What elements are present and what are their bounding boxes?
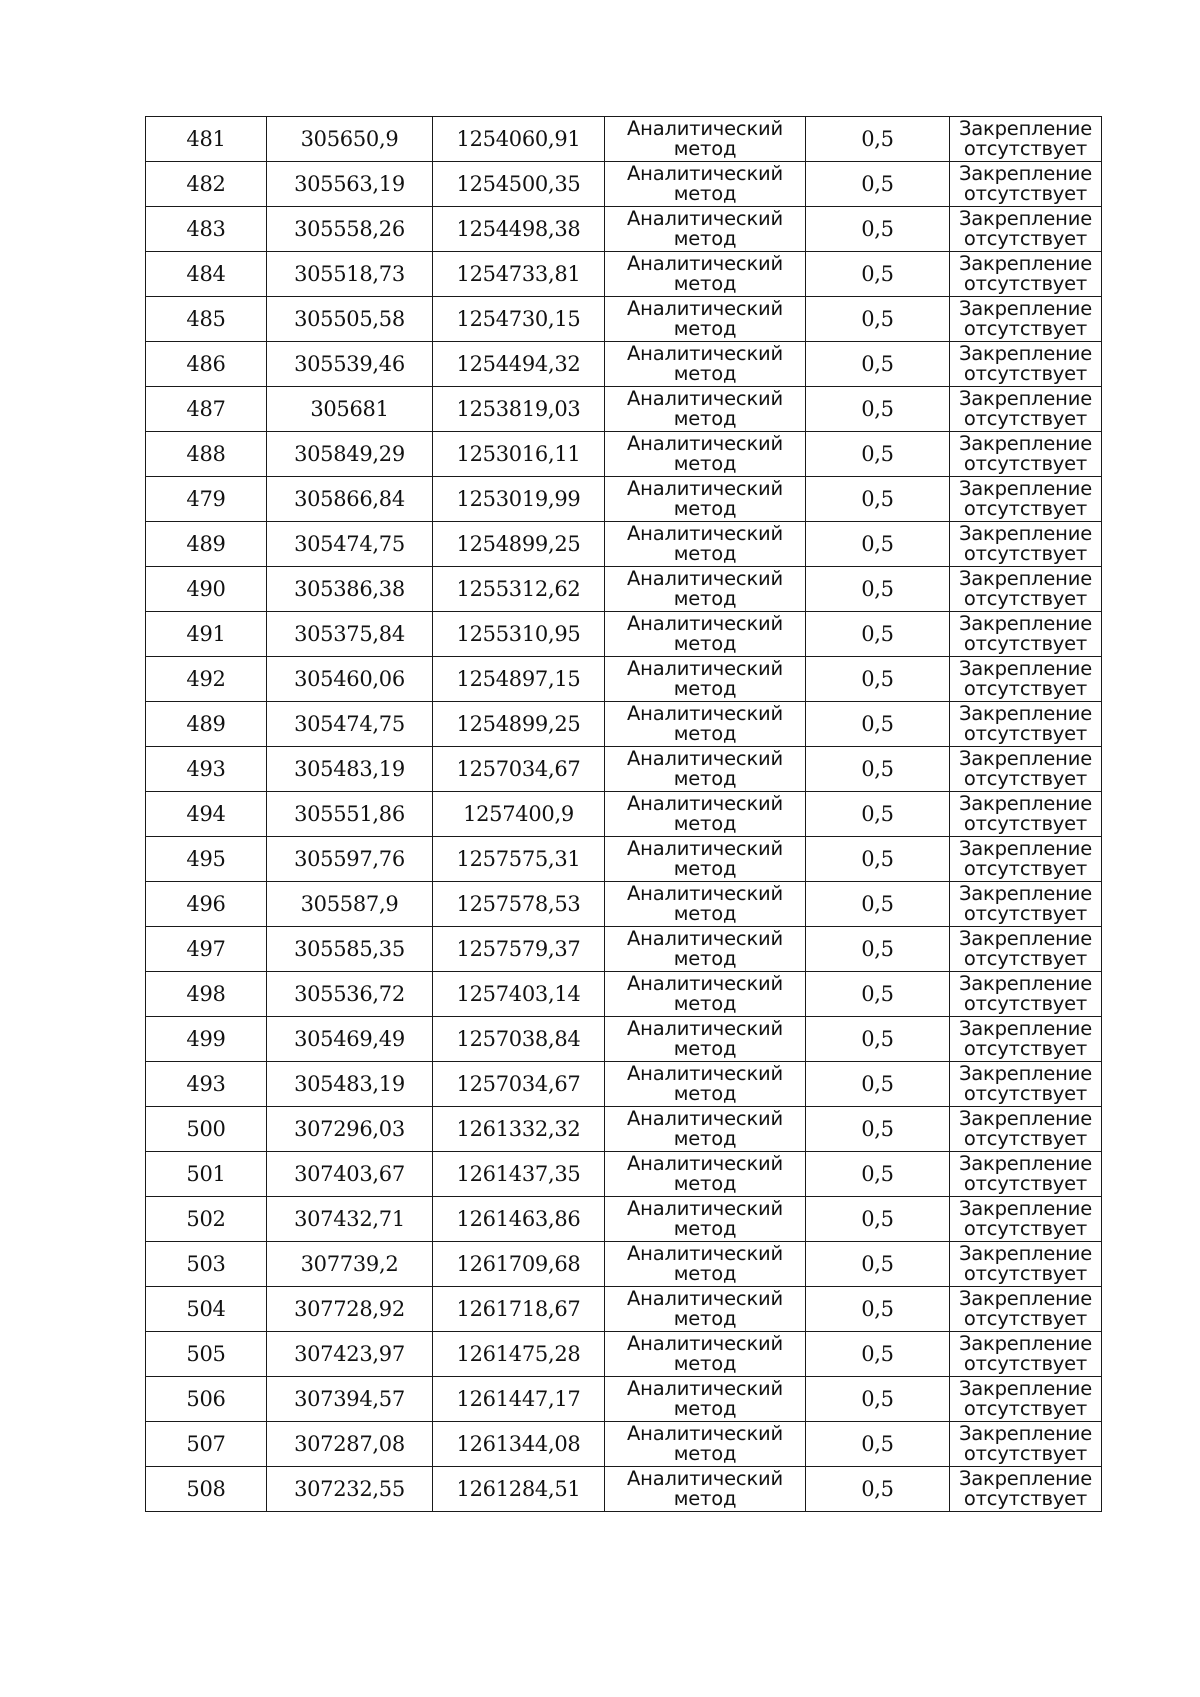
- method-cell-text: Аналитический метод: [627, 432, 783, 475]
- table-row: [146, 882, 1102, 927]
- accuracy-cell: 0,5: [806, 972, 950, 1017]
- point-number-cell: 503: [146, 1242, 267, 1287]
- method-cell: [605, 522, 806, 567]
- x-coordinate-cell: 305386,38: [267, 567, 433, 612]
- x-coordinate-cell: 307232,55: [267, 1467, 433, 1512]
- accuracy-cell: 0,5: [806, 1107, 950, 1152]
- fixation-cell: [950, 162, 1102, 207]
- fixation-cell-text: Закрепление отсутствует: [958, 702, 1093, 745]
- point-number-cell: 497: [146, 927, 267, 972]
- method-cell: [605, 1422, 806, 1467]
- fixation-cell-text: Закрепление отсутствует: [958, 522, 1093, 565]
- accuracy-cell: 0,5: [806, 702, 950, 747]
- accuracy-cell: 0,5: [806, 927, 950, 972]
- y-coordinate-cell: 1254733,81: [433, 252, 605, 297]
- y-coordinate-cell: 1254897,15: [433, 657, 605, 702]
- y-coordinate-cell: 1253819,03: [433, 387, 605, 432]
- fixation-cell-text: Закрепление отсутствует: [958, 387, 1093, 430]
- y-coordinate-cell: 1257575,31: [433, 837, 605, 882]
- y-coordinate-cell: 1257034,67: [433, 1062, 605, 1107]
- fixation-cell: [950, 1197, 1102, 1242]
- table-row: [146, 702, 1102, 747]
- point-number-cell: 506: [146, 1377, 267, 1422]
- accuracy-cell: 0,5: [806, 882, 950, 927]
- method-cell: [605, 117, 806, 162]
- fixation-cell: [950, 522, 1102, 567]
- fixation-cell: [950, 252, 1102, 297]
- table-row: [146, 837, 1102, 882]
- table-row: [146, 1242, 1102, 1287]
- accuracy-cell: 0,5: [806, 612, 950, 657]
- method-cell: [605, 792, 806, 837]
- method-cell-text: Аналитический метод: [627, 972, 783, 1015]
- x-coordinate-cell: 305587,9: [267, 882, 433, 927]
- y-coordinate-cell: 1257400,9: [433, 792, 605, 837]
- table-row: [146, 1422, 1102, 1467]
- fixation-cell-text: Закрепление отсутствует: [958, 1152, 1093, 1195]
- fixation-cell: [950, 927, 1102, 972]
- fixation-cell: [950, 1017, 1102, 1062]
- accuracy-cell: 0,5: [806, 1197, 950, 1242]
- accuracy-cell: 0,5: [806, 1062, 950, 1107]
- accuracy-cell: 0,5: [806, 837, 950, 882]
- y-coordinate-cell: 1261437,35: [433, 1152, 605, 1197]
- point-number-cell: 487: [146, 387, 267, 432]
- y-coordinate-cell: 1254498,38: [433, 207, 605, 252]
- method-cell-text: Аналитический метод: [627, 207, 783, 250]
- point-number-cell: 491: [146, 612, 267, 657]
- fixation-cell-text: Закрепление отсутствует: [958, 882, 1093, 925]
- x-coordinate-cell: 305585,35: [267, 927, 433, 972]
- point-number-cell: 502: [146, 1197, 267, 1242]
- table-row: [146, 1152, 1102, 1197]
- x-coordinate-cell: 305483,19: [267, 747, 433, 792]
- accuracy-cell: 0,5: [806, 387, 950, 432]
- y-coordinate-cell: 1261475,28: [433, 1332, 605, 1377]
- point-number-cell: 505: [146, 1332, 267, 1377]
- method-cell: [605, 477, 806, 522]
- point-number-cell: 481: [146, 117, 267, 162]
- x-coordinate-cell: 305474,75: [267, 702, 433, 747]
- y-coordinate-cell: 1257578,53: [433, 882, 605, 927]
- table-row: [146, 792, 1102, 837]
- accuracy-cell: 0,5: [806, 1017, 950, 1062]
- y-coordinate-cell: 1255312,62: [433, 567, 605, 612]
- table-row: [146, 972, 1102, 1017]
- point-number-cell: 483: [146, 207, 267, 252]
- fixation-cell: [950, 1467, 1102, 1512]
- table-row: [146, 252, 1102, 297]
- point-number-cell: 488: [146, 432, 267, 477]
- method-cell-text: Аналитический метод: [627, 1422, 783, 1465]
- coordinates-table-body: [146, 117, 1102, 1512]
- accuracy-cell: 0,5: [806, 1287, 950, 1332]
- method-cell: [605, 1377, 806, 1422]
- y-coordinate-cell: 1257038,84: [433, 1017, 605, 1062]
- point-number-cell: 492: [146, 657, 267, 702]
- fixation-cell-text: Закрепление отсутствует: [958, 792, 1093, 835]
- method-cell-text: Аналитический метод: [627, 882, 783, 925]
- method-cell-text: Аналитический метод: [627, 1287, 783, 1330]
- method-cell-text: Аналитический метод: [627, 477, 783, 520]
- y-coordinate-cell: 1254500,35: [433, 162, 605, 207]
- fixation-cell: [950, 702, 1102, 747]
- fixation-cell: [950, 567, 1102, 612]
- fixation-cell-text: Закрепление отсутствует: [958, 1242, 1093, 1285]
- x-coordinate-cell: 307432,71: [267, 1197, 433, 1242]
- table-row: [146, 1197, 1102, 1242]
- accuracy-cell: 0,5: [806, 1467, 950, 1512]
- x-coordinate-cell: 305536,72: [267, 972, 433, 1017]
- method-cell: [605, 1197, 806, 1242]
- accuracy-cell: 0,5: [806, 747, 950, 792]
- table-row: [146, 927, 1102, 972]
- method-cell: [605, 837, 806, 882]
- y-coordinate-cell: 1257034,67: [433, 747, 605, 792]
- method-cell-text: Аналитический метод: [627, 1332, 783, 1375]
- fixation-cell-text: Закрепление отсутствует: [958, 1377, 1093, 1420]
- x-coordinate-cell: 305539,46: [267, 342, 433, 387]
- x-coordinate-cell: 305650,9: [267, 117, 433, 162]
- method-cell-text: Аналитический метод: [627, 567, 783, 610]
- y-coordinate-cell: 1255310,95: [433, 612, 605, 657]
- method-cell: [605, 342, 806, 387]
- fixation-cell: [950, 612, 1102, 657]
- method-cell: [605, 657, 806, 702]
- accuracy-cell: 0,5: [806, 1332, 950, 1377]
- method-cell: [605, 747, 806, 792]
- x-coordinate-cell: 307728,92: [267, 1287, 433, 1332]
- table-row: [146, 747, 1102, 792]
- table-row: [146, 342, 1102, 387]
- fixation-cell-text: Закрепление отсутствует: [958, 252, 1093, 295]
- fixation-cell-text: Закрепление отсутствует: [958, 1287, 1093, 1330]
- accuracy-cell: 0,5: [806, 252, 950, 297]
- method-cell-text: Аналитический метод: [627, 297, 783, 340]
- fixation-cell-text: Закрепление отсутствует: [958, 432, 1093, 475]
- point-number-cell: 498: [146, 972, 267, 1017]
- table-row: [146, 387, 1102, 432]
- table-row: [146, 162, 1102, 207]
- point-number-cell: 504: [146, 1287, 267, 1332]
- table-row: [146, 522, 1102, 567]
- point-number-cell: 496: [146, 882, 267, 927]
- method-cell-text: Аналитический метод: [627, 1017, 783, 1060]
- method-cell: [605, 1062, 806, 1107]
- table-row: [146, 567, 1102, 612]
- method-cell: [605, 1287, 806, 1332]
- method-cell-text: Аналитический метод: [627, 1467, 783, 1510]
- fixation-cell: [950, 657, 1102, 702]
- fixation-cell-text: Закрепление отсутствует: [958, 1467, 1093, 1510]
- table-row: [146, 1017, 1102, 1062]
- fixation-cell-text: Закрепление отсутствует: [958, 1107, 1093, 1150]
- y-coordinate-cell: 1254060,91: [433, 117, 605, 162]
- point-number-cell: 499: [146, 1017, 267, 1062]
- fixation-cell-text: Закрепление отсутствует: [958, 657, 1093, 700]
- point-number-cell: 482: [146, 162, 267, 207]
- fixation-cell: [950, 342, 1102, 387]
- y-coordinate-cell: 1261284,51: [433, 1467, 605, 1512]
- method-cell-text: Аналитический метод: [627, 837, 783, 880]
- method-cell: [605, 387, 806, 432]
- accuracy-cell: 0,5: [806, 162, 950, 207]
- y-coordinate-cell: 1257403,14: [433, 972, 605, 1017]
- x-coordinate-cell: 307394,57: [267, 1377, 433, 1422]
- fixation-cell: [950, 1242, 1102, 1287]
- x-coordinate-cell: 307287,08: [267, 1422, 433, 1467]
- coordinates-table: [145, 116, 1102, 1512]
- method-cell: [605, 432, 806, 477]
- table-row: [146, 1467, 1102, 1512]
- accuracy-cell: 0,5: [806, 1152, 950, 1197]
- x-coordinate-cell: 305375,84: [267, 612, 433, 657]
- fixation-cell: [950, 1422, 1102, 1467]
- table-row: [146, 477, 1102, 522]
- table-row: [146, 207, 1102, 252]
- method-cell: [605, 252, 806, 297]
- fixation-cell-text: Закрепление отсутствует: [958, 747, 1093, 790]
- y-coordinate-cell: 1261718,67: [433, 1287, 605, 1332]
- fixation-cell: [950, 972, 1102, 1017]
- point-number-cell: 508: [146, 1467, 267, 1512]
- fixation-cell-text: Закрепление отсутствует: [958, 117, 1093, 160]
- x-coordinate-cell: 305469,49: [267, 1017, 433, 1062]
- accuracy-cell: 0,5: [806, 567, 950, 612]
- method-cell: [605, 1107, 806, 1152]
- table-row: [146, 1287, 1102, 1332]
- fixation-cell: [950, 297, 1102, 342]
- method-cell: [605, 207, 806, 252]
- fixation-cell-text: Закрепление отсутствует: [958, 342, 1093, 385]
- table-row: [146, 1107, 1102, 1152]
- fixation-cell: [950, 1287, 1102, 1332]
- fixation-cell: [950, 387, 1102, 432]
- method-cell-text: Аналитический метод: [627, 252, 783, 295]
- method-cell-text: Аналитический метод: [627, 612, 783, 655]
- method-cell-text: Аналитический метод: [627, 162, 783, 205]
- x-coordinate-cell: 307739,2: [267, 1242, 433, 1287]
- table-row: [146, 432, 1102, 477]
- fixation-cell: [950, 117, 1102, 162]
- method-cell-text: Аналитический метод: [627, 1107, 783, 1150]
- accuracy-cell: 0,5: [806, 1242, 950, 1287]
- point-number-cell: 507: [146, 1422, 267, 1467]
- y-coordinate-cell: 1254730,15: [433, 297, 605, 342]
- point-number-cell: 479: [146, 477, 267, 522]
- y-coordinate-cell: 1261463,86: [433, 1197, 605, 1242]
- accuracy-cell: 0,5: [806, 1422, 950, 1467]
- point-number-cell: 485: [146, 297, 267, 342]
- x-coordinate-cell: 305518,73: [267, 252, 433, 297]
- fixation-cell-text: Закрепление отсутствует: [958, 612, 1093, 655]
- method-cell-text: Аналитический метод: [627, 1377, 783, 1420]
- method-cell: [605, 567, 806, 612]
- fixation-cell-text: Закрепление отсутствует: [958, 1422, 1093, 1465]
- accuracy-cell: 0,5: [806, 297, 950, 342]
- fixation-cell-text: Закрепление отсутствует: [958, 477, 1093, 520]
- y-coordinate-cell: 1254899,25: [433, 702, 605, 747]
- accuracy-cell: 0,5: [806, 117, 950, 162]
- fixation-cell-text: Закрепление отсутствует: [958, 972, 1093, 1015]
- fixation-cell: [950, 1152, 1102, 1197]
- fixation-cell: [950, 837, 1102, 882]
- fixation-cell-text: Закрепление отсутствует: [958, 1197, 1093, 1240]
- fixation-cell: [950, 432, 1102, 477]
- y-coordinate-cell: 1253016,11: [433, 432, 605, 477]
- method-cell: [605, 1017, 806, 1062]
- x-coordinate-cell: 305849,29: [267, 432, 433, 477]
- method-cell: [605, 1152, 806, 1197]
- method-cell: [605, 1467, 806, 1512]
- table-row: [146, 612, 1102, 657]
- method-cell: [605, 1242, 806, 1287]
- method-cell-text: Аналитический метод: [627, 657, 783, 700]
- method-cell: [605, 927, 806, 972]
- x-coordinate-cell: 305460,06: [267, 657, 433, 702]
- y-coordinate-cell: 1254494,32: [433, 342, 605, 387]
- fixation-cell: [950, 882, 1102, 927]
- fixation-cell: [950, 477, 1102, 522]
- fixation-cell-text: Закрепление отсутствует: [958, 207, 1093, 250]
- fixation-cell: [950, 792, 1102, 837]
- method-cell-text: Аналитический метод: [627, 387, 783, 430]
- x-coordinate-cell: 305558,26: [267, 207, 433, 252]
- fixation-cell-text: Закрепление отсутствует: [958, 927, 1093, 970]
- y-coordinate-cell: 1261344,08: [433, 1422, 605, 1467]
- fixation-cell: [950, 747, 1102, 792]
- accuracy-cell: 0,5: [806, 522, 950, 567]
- method-cell: [605, 882, 806, 927]
- method-cell: [605, 702, 806, 747]
- fixation-cell: [950, 1332, 1102, 1377]
- method-cell: [605, 162, 806, 207]
- fixation-cell-text: Закрепление отсутствует: [958, 1062, 1093, 1105]
- x-coordinate-cell: 305681: [267, 387, 433, 432]
- method-cell-text: Аналитический метод: [627, 522, 783, 565]
- accuracy-cell: 0,5: [806, 657, 950, 702]
- fixation-cell: [950, 1062, 1102, 1107]
- y-coordinate-cell: 1257579,37: [433, 927, 605, 972]
- point-number-cell: 489: [146, 702, 267, 747]
- fixation-cell-text: Закрепление отсутствует: [958, 297, 1093, 340]
- point-number-cell: 490: [146, 567, 267, 612]
- table-row: [146, 1332, 1102, 1377]
- y-coordinate-cell: 1261447,17: [433, 1377, 605, 1422]
- x-coordinate-cell: 307423,97: [267, 1332, 433, 1377]
- method-cell: [605, 297, 806, 342]
- point-number-cell: 493: [146, 747, 267, 792]
- fixation-cell: [950, 207, 1102, 252]
- table-row: [146, 657, 1102, 702]
- x-coordinate-cell: 305474,75: [267, 522, 433, 567]
- y-coordinate-cell: 1253019,99: [433, 477, 605, 522]
- x-coordinate-cell: 305866,84: [267, 477, 433, 522]
- accuracy-cell: 0,5: [806, 792, 950, 837]
- fixation-cell-text: Закрепление отсутствует: [958, 1017, 1093, 1060]
- y-coordinate-cell: 1254899,25: [433, 522, 605, 567]
- x-coordinate-cell: 307296,03: [267, 1107, 433, 1152]
- point-number-cell: 493: [146, 1062, 267, 1107]
- method-cell: [605, 1332, 806, 1377]
- y-coordinate-cell: 1261332,32: [433, 1107, 605, 1152]
- method-cell-text: Аналитический метод: [627, 342, 783, 385]
- point-number-cell: 494: [146, 792, 267, 837]
- method-cell-text: Аналитический метод: [627, 1242, 783, 1285]
- x-coordinate-cell: 305563,19: [267, 162, 433, 207]
- point-number-cell: 495: [146, 837, 267, 882]
- y-coordinate-cell: 1261709,68: [433, 1242, 605, 1287]
- fixation-cell-text: Закрепление отсутствует: [958, 837, 1093, 880]
- method-cell-text: Аналитический метод: [627, 1062, 783, 1105]
- x-coordinate-cell: 305597,76: [267, 837, 433, 882]
- method-cell-text: Аналитический метод: [627, 117, 783, 160]
- x-coordinate-cell: 305483,19: [267, 1062, 433, 1107]
- x-coordinate-cell: 305505,58: [267, 297, 433, 342]
- table-row: [146, 117, 1102, 162]
- table-row: [146, 1062, 1102, 1107]
- method-cell-text: Аналитический метод: [627, 747, 783, 790]
- accuracy-cell: 0,5: [806, 477, 950, 522]
- accuracy-cell: 0,5: [806, 342, 950, 387]
- method-cell-text: Аналитический метод: [627, 1152, 783, 1195]
- method-cell-text: Аналитический метод: [627, 702, 783, 745]
- x-coordinate-cell: 305551,86: [267, 792, 433, 837]
- table-row: [146, 297, 1102, 342]
- method-cell: [605, 972, 806, 1017]
- table-row: [146, 1377, 1102, 1422]
- method-cell-text: Аналитический метод: [627, 927, 783, 970]
- method-cell-text: Аналитический метод: [627, 792, 783, 835]
- fixation-cell-text: Закрепление отсутствует: [958, 1332, 1093, 1375]
- method-cell-text: Аналитический метод: [627, 1197, 783, 1240]
- point-number-cell: 500: [146, 1107, 267, 1152]
- point-number-cell: 501: [146, 1152, 267, 1197]
- x-coordinate-cell: 307403,67: [267, 1152, 433, 1197]
- point-number-cell: 484: [146, 252, 267, 297]
- accuracy-cell: 0,5: [806, 1377, 950, 1422]
- point-number-cell: 489: [146, 522, 267, 567]
- fixation-cell: [950, 1107, 1102, 1152]
- method-cell: [605, 612, 806, 657]
- point-number-cell: 486: [146, 342, 267, 387]
- fixation-cell-text: Закрепление отсутствует: [958, 567, 1093, 610]
- accuracy-cell: 0,5: [806, 207, 950, 252]
- fixation-cell: [950, 1377, 1102, 1422]
- accuracy-cell: 0,5: [806, 432, 950, 477]
- fixation-cell-text: Закрепление отсутствует: [958, 162, 1093, 205]
